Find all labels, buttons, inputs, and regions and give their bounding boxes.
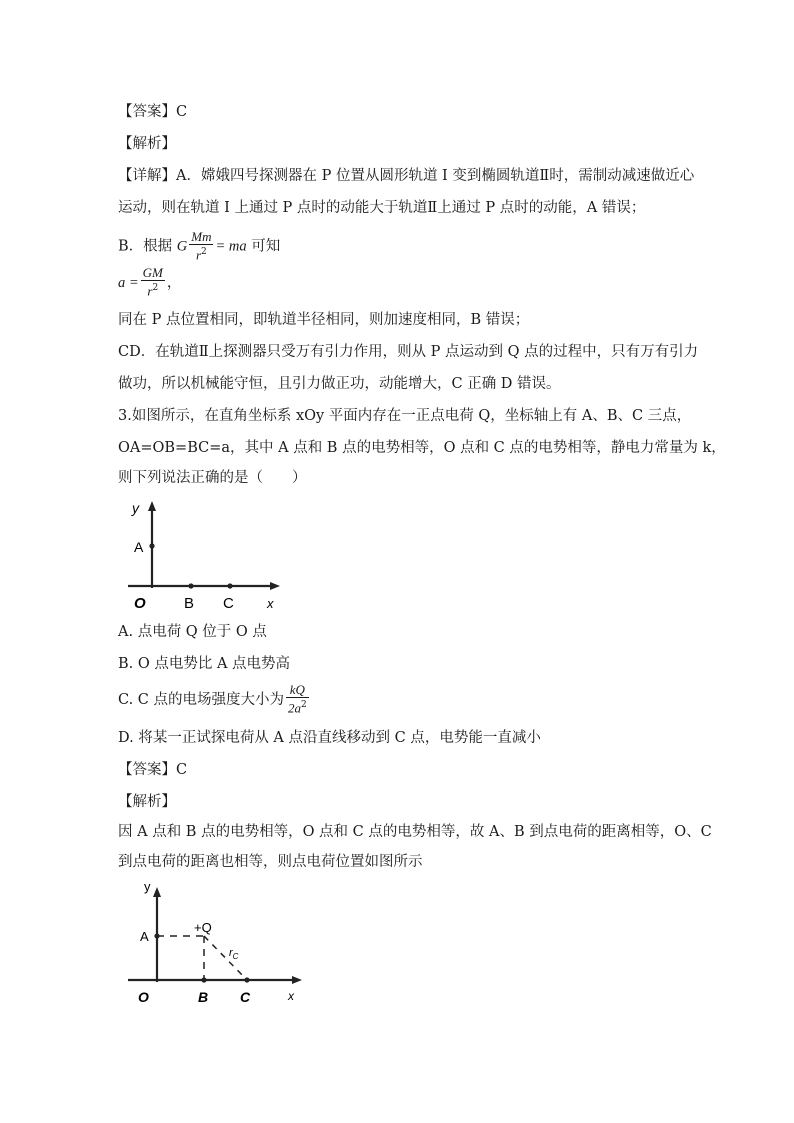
dashed-q-to-c xyxy=(204,936,247,980)
option-a: A. 点电荷 Q 位于 O 点 xyxy=(118,624,267,640)
y-axis-arrow-2 xyxy=(153,887,161,897)
b-suffix: 可知 xyxy=(246,238,281,255)
a-lhs: a = xyxy=(118,275,139,291)
rc-label xyxy=(229,947,239,961)
option-c xyxy=(118,680,311,720)
same-position-line: 同在 P 点位置相同，即轨道半径相同，则加速度相同，B 错误； xyxy=(118,312,530,328)
charge-position-figure xyxy=(122,878,312,1006)
b-rhs: = ma xyxy=(215,238,247,255)
point-a-dot-2 xyxy=(154,933,159,938)
y-axis-label: y xyxy=(132,500,139,516)
point-c-label-2: C xyxy=(240,989,251,1005)
point-c-dot xyxy=(227,583,232,588)
point-b-label: B xyxy=(184,595,195,612)
explain-line-1: 因 A 点和 B 点的电势相等，O 点和 C 点的电势相等，故 A、B 到点电荷的距离相等，O、C xyxy=(118,824,712,840)
b-frac-den: r xyxy=(195,247,202,263)
question3-stem-line-2: OA=OB=BC=a，其中 A 点和 B 点的电势相等，O 点和 C 点的电势相等，静电力常量为 k， xyxy=(118,440,726,456)
option-c-den: 2a xyxy=(288,700,301,716)
option-c-fraction: $\frac{kQ}{2a^2}$ xyxy=(288,682,307,716)
point-a-label-2: A xyxy=(140,929,149,944)
b-G: G xyxy=(176,238,188,255)
rc-subscript: C xyxy=(232,952,239,961)
point-a-label: A xyxy=(134,539,144,555)
x-axis-arrow xyxy=(270,582,280,590)
analysis-title-3: 【解析】 xyxy=(118,794,176,810)
answer-label-1: 【答案】C xyxy=(118,104,188,120)
a-frac-den: r xyxy=(147,283,153,299)
point-b-dot xyxy=(188,583,193,588)
point-a-dot xyxy=(149,543,154,548)
charge-q-label: +Q xyxy=(194,920,212,935)
b-frac-num: Mm xyxy=(191,229,212,244)
point-c-label: C xyxy=(223,595,234,612)
x-axis-label: x xyxy=(267,596,274,611)
formula-line-b xyxy=(118,229,281,263)
formula-line-a xyxy=(118,266,181,300)
y-axis-label-2: y xyxy=(144,879,151,894)
option-c-num: kQ xyxy=(289,682,305,698)
point-b-dot-2 xyxy=(201,977,206,982)
analysis-title-1: 【解析】 xyxy=(118,136,176,152)
b-prefix: B．根据 xyxy=(118,238,177,255)
x-axis-label-2: x xyxy=(288,989,294,1003)
cd-line-1: CD．在轨道Ⅱ上探测器只受万有引力作用，则从 P 点运动到 Q 点的过程中，只有万有引力 xyxy=(118,344,699,360)
detail-line-2: 运动，则在轨道 I 上通过 P 点时的动能大于轨道Ⅱ上通过 P 点时的动能，A 错误； xyxy=(118,200,646,216)
answer-label-3: 【答案】C xyxy=(118,762,188,778)
point-b-label-2: B xyxy=(198,989,209,1005)
question3-stem-line-3: 则下列说法正确的是（ ） xyxy=(118,470,307,486)
question3-figure xyxy=(120,496,290,612)
origin-label: O xyxy=(134,595,146,612)
rc-main: r xyxy=(229,947,233,959)
explain-line-2: 到点电荷的距离也相等，则点电荷位置如图所示 xyxy=(118,854,423,870)
option-c-text: C. C 点的电场强度大小为 xyxy=(118,692,284,708)
cd-line-2: 做功，所以机械能守恒，且引力做正功，动能增大，C 正确 D 错误。 xyxy=(118,376,561,392)
option-b: B. O 点电势比 A 点电势高 xyxy=(118,656,291,672)
detail-line-1: 【详解】A．嫦娥四号探测器在 P 位置从圆形轨道 I 变到椭圆轨道Ⅱ时，需制动减速做近心 xyxy=(118,168,695,184)
a-fraction: $\frac{GM}{r^2}$ xyxy=(142,265,163,299)
origin-label-2: O xyxy=(138,989,149,1005)
option-d: D. 将某一正试探电荷从 A 点沿直线移动到 C 点，电势能一直减小 xyxy=(118,730,541,746)
a-frac-num: GM xyxy=(142,265,163,281)
a-suffix: ， xyxy=(166,275,182,291)
question3-stem-line-1: 3.如图所示，在直角坐标系 xOy 平面内存在一正点电荷 Q，坐标轴上有 A、B、C 三点， xyxy=(118,408,692,424)
b-fraction: $\frac{Mm}{r^2}$ xyxy=(191,229,212,263)
x-axis-arrow-2 xyxy=(292,976,302,984)
y-axis-arrow xyxy=(148,501,156,511)
point-c-dot-2 xyxy=(244,977,249,982)
